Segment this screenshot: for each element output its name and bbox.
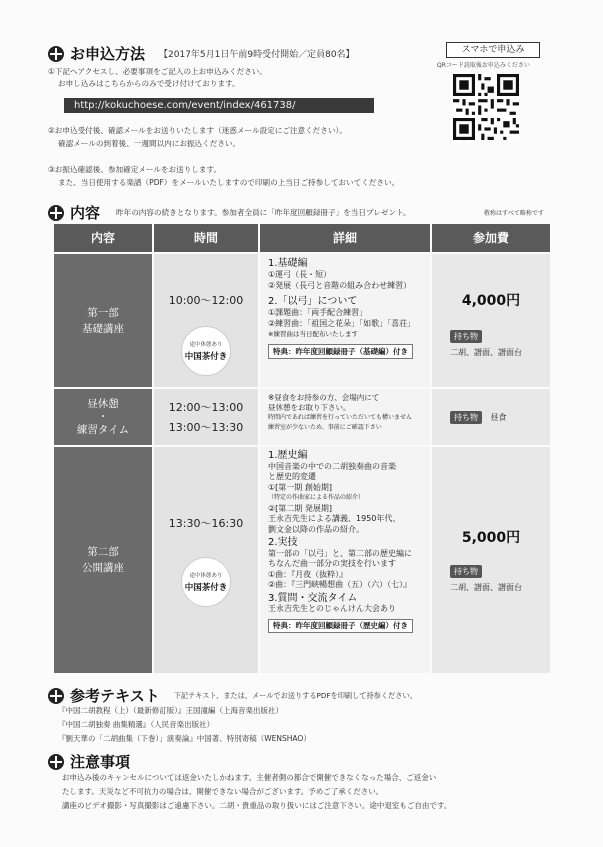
part2-d1d2: 王永吉先生による講義、1950年代、 [268, 514, 401, 523]
part1-d1b: ②発展（長弓と音階の組み合わせ練習） [268, 281, 412, 290]
part2-d1: 1.歴史編 [268, 450, 308, 461]
part2-detail [260, 447, 432, 675]
part1-detail [260, 254, 432, 389]
part1-d2c: ※練習曲は当日配布いたします [268, 330, 358, 338]
table-row-break [54, 389, 552, 447]
part1-belongings [450, 330, 522, 358]
part1-badge-small: 途中休憩あり [189, 342, 223, 348]
part1-time-cell [154, 254, 260, 389]
registration-url-link[interactable]: http://kokuchoese.com/event/index/461738/ [64, 98, 374, 113]
part1-badge-large: 中国茶付き [184, 352, 228, 362]
part1-tea-badge [181, 326, 231, 376]
break-time-1: 12:00〜13:00 [168, 401, 244, 414]
part1-special: 特典：昨年度回顧録冊子（基礎編）付き [268, 344, 413, 359]
part2-belongings-items: 二胡、譜面、譜面台 [450, 583, 522, 592]
reference-heading: 参考テキスト [70, 687, 160, 705]
break-belongings [450, 411, 507, 424]
part2-name-line2: 公開講座 [82, 562, 124, 574]
break-name [54, 389, 154, 447]
step-2-note: 確認メールの到着後、一週間以内にお振込ください。 [58, 139, 241, 148]
step-1: ①下記へアクセスし、必要事項をご記入の上お申込みください。 [48, 67, 267, 76]
table-header-row [54, 224, 552, 254]
notice-line-2: たします。天災など不可抗力の場合は、開催できない場合がございます。予めご了承ください。 [62, 787, 384, 796]
part2-time: 13:30〜16:30 [168, 517, 244, 530]
part2-d2c: ①曲：『月夜（抜粋）』 [268, 569, 348, 579]
header-detail: 詳細 [260, 224, 432, 254]
part2-d1c2: （特定の作曲家による作品の紹介） [268, 494, 365, 501]
part1-name-line2: 基礎講座 [82, 322, 124, 335]
part2-d2: 2.実技 [268, 537, 298, 548]
section-mark-icon [48, 754, 64, 770]
part1-fee-cell [432, 254, 552, 389]
break-time-2: 13:00〜13:30 [168, 421, 244, 434]
content-heading: 内容 [70, 204, 101, 222]
part2-name [54, 447, 154, 675]
break-name-line2: 練習タイム [76, 423, 130, 436]
part1-belongings-label: 持ち物 [450, 330, 482, 343]
break-d3: 時間内であれば練習を行っていただいても構いません [268, 414, 413, 421]
content-note-2: 敬称はすべて略称です [484, 210, 544, 217]
part2-belongings-label: 持ち物 [450, 565, 482, 578]
break-d2: 昼休憩をお取り下さい。 [268, 403, 351, 412]
part2-badge-large: 中国茶付き [184, 583, 228, 593]
break-fee-cell [432, 389, 552, 447]
section-mark-icon [48, 688, 64, 704]
application-subheading: 【2017年5月1日午前9時受付開始／定員80名】 [159, 50, 355, 60]
part2-d3: 3.質問・交流タイム [268, 592, 358, 604]
header-fee: 参加費 [432, 224, 552, 254]
notice-heading-row [48, 751, 130, 772]
part1-d1a: ①運弓（長・短） [268, 270, 332, 279]
part2-d2d: ②曲：『三門峡暢想曲（五）（六）（七）』 [268, 580, 412, 589]
step-3: ③お振込確認後、参加確定メールをお送りします。 [48, 165, 222, 174]
part1-d2a: ①課題曲：「両手配合練習」 [268, 308, 368, 317]
part2-d1b: と歴史的変遷 [268, 472, 316, 481]
application-heading: お申込方法 [70, 45, 146, 63]
part1-d2: 2.「以弓」について [268, 296, 358, 307]
part1-d1: 1.基礎編 [268, 258, 308, 269]
reference-item-3: 『劉天華の「二胡曲集（下巻）」演奏論』中国著、特別寄稿（WENSHAO） [58, 734, 311, 743]
part2-d3a: 王永吉先生とのじゃんけん大会あり [268, 604, 396, 613]
application-heading-row [48, 43, 355, 64]
part1-fee: 4,000円 [461, 293, 521, 309]
part2-badge-small: 途中休憩あり [189, 573, 223, 579]
part2-d1a: 中国音楽の中での二胡独奏曲の音楽 [268, 461, 396, 471]
part2-d1d: ②[第二期 発展期] [268, 503, 332, 513]
break-detail [260, 389, 432, 447]
reference-note: 下記テキスト、または、メールでお送りするPDFを印刷して持参ください。 [173, 690, 417, 700]
header-time: 時間 [154, 224, 260, 254]
part1-d2b: ②練習曲：「祖国之花朵」「如歌」「喜荘」 [268, 319, 416, 328]
notice-line-1: お申込み後のキャンセルについては返金いたしかねます。主催者側の都合で開催できなくなった場合、ご返金い [62, 773, 437, 782]
header-content: 内容 [54, 224, 154, 254]
notice-line-3: 講座のビデオ撮影・写真撮影はご遠慮下さい。二胡・貴重品の取り扱いにはご注意下さい。途中退室もご自由です。 [62, 801, 452, 810]
part1-name [54, 254, 154, 389]
smartphone-apply-button[interactable]: スマホで申込み [446, 42, 540, 58]
notice-heading: 注意事項 [70, 753, 131, 771]
section-mark-icon [48, 205, 64, 221]
step-3-note: また、当日使用する楽譜（PDF）をメールいたしますので印刷の上当日ご持参しておいてください。 [58, 178, 400, 187]
reference-item-2: 『中国二胡独奏 曲集精選』（人民音楽出版社） [58, 720, 215, 729]
table-row-part1 [54, 254, 552, 389]
break-d4: 練習室が少ないため、事前にご確認下さい [268, 424, 382, 431]
break-name-mid: ・ [97, 410, 109, 423]
step-1-note: お申し込みはこちらからのみで受け付けております。 [58, 79, 240, 88]
break-time-cell [154, 389, 260, 447]
step-2: ②お申込受付後、確認メールをお送りいたします（迷惑メール設定にご注意ください）。 [48, 126, 347, 135]
section-mark-icon [48, 46, 64, 62]
reference-heading-row [48, 685, 417, 706]
content-heading-row [48, 202, 411, 223]
content-note: 昨年の内容の続きとなります。参加者全員に「昨年度回顧録冊子」を当日プレゼント。 [116, 208, 411, 217]
reference-item-1: 『中国二胡教程（上）（最新修訂版）』王国潼編（上海音楽出版社） [58, 706, 283, 715]
part2-d1c: ①[第一期 創始期] [268, 482, 332, 492]
part2-d2a: 第一部の「以弓」と、第二部の歴史編に [268, 548, 412, 558]
break-belongings-items: 昼食 [490, 413, 507, 422]
part1-belongings-items: 二胡、譜面、譜面台 [450, 348, 522, 357]
part1-time: 10:00〜12:00 [168, 294, 244, 307]
part2-belongings [450, 565, 522, 593]
part2-time-cell [154, 447, 260, 675]
part2-name-line1: 第二部 [87, 546, 119, 558]
part2-special: 特典：昨年度回顧録冊子（歴史編）付き [268, 619, 413, 634]
break-name-line1: 昼休憩 [87, 397, 119, 410]
qr-code-icon[interactable] [453, 74, 519, 140]
part2-tea-badge [181, 557, 231, 607]
part2-d2b: ちなんだ曲一部分の実技を行います [268, 559, 396, 568]
part2-fee-cell [432, 447, 552, 675]
table-row-part2 [54, 447, 552, 675]
break-d1: ※昼食をお持参の方、会場内にて [268, 393, 380, 402]
qr-note: QRコード読取後お申込みください [437, 62, 530, 69]
part1-name-line1: 第一部 [87, 306, 119, 319]
part2-fee: 5,000円 [461, 530, 521, 546]
break-belongings-label: 持ち物 [450, 411, 482, 424]
part2-d1d3: 劉文金以降の作品の紹介。 [268, 524, 364, 534]
